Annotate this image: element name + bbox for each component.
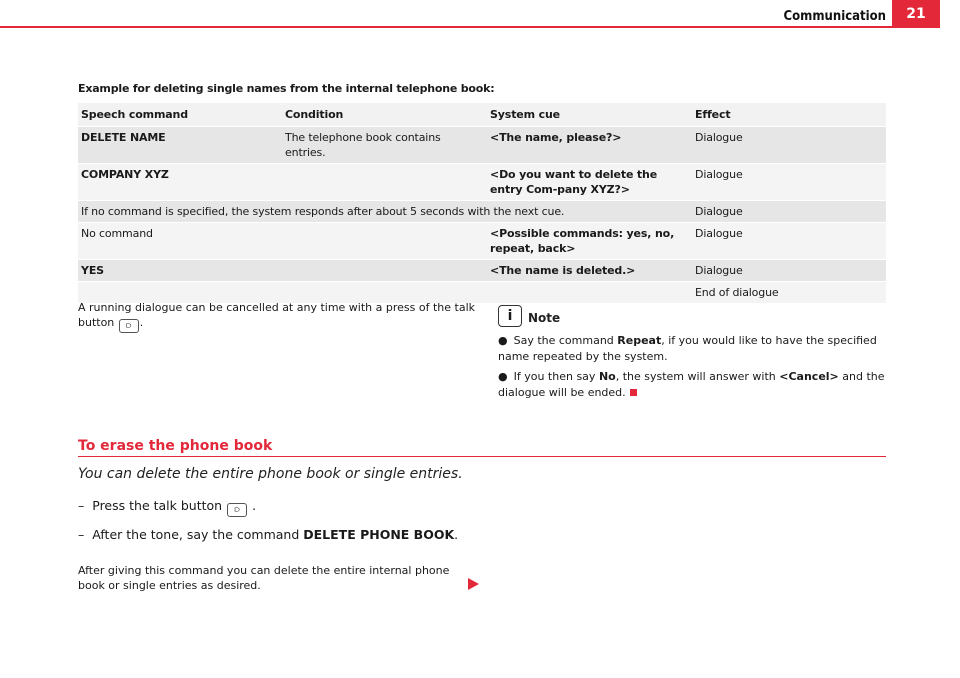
step-dash: – [78, 527, 85, 542]
system-cue-cell [487, 281, 692, 303]
table-row [78, 126, 886, 163]
system-cue-cell: <Do you want to delete the entry Com-pany XYZ?> [487, 163, 692, 200]
note-header [498, 305, 888, 327]
effect-cell: Dialogue [692, 126, 886, 163]
speech-command-cell: COMPANY XYZ [78, 163, 282, 200]
talk-button-icon: ⫐ [119, 319, 139, 333]
condition-cell [282, 259, 487, 281]
speech-command-table [78, 103, 886, 303]
note-text: , if you would like to have the specified name repeated by the system. [498, 334, 877, 363]
chapter-title: Communication [783, 9, 886, 24]
condition-cell [282, 163, 487, 200]
speech-command-cell: DELETE NAME [78, 126, 282, 163]
note-text: If you then say [513, 370, 596, 383]
column-header: Condition [282, 103, 487, 126]
note-text: and the dialogue will be ended. [498, 370, 885, 399]
step-text: After the tone, say the command [92, 527, 300, 542]
example-heading: Example for deleting single names from the internal telephone book: [78, 82, 495, 95]
speech-command-cell: No command [78, 222, 282, 259]
condition-cell [282, 222, 487, 259]
note-text: , the system will answer with [615, 370, 776, 383]
instruction-step [78, 527, 458, 542]
column-header: System cue [487, 103, 692, 126]
condition-cell: The telephone book contains entries. [282, 126, 487, 163]
section-rule [78, 456, 886, 457]
table-header-row [78, 103, 886, 126]
table-row [78, 163, 886, 200]
effect-cell: Dialogue [692, 259, 886, 281]
table-row [78, 222, 886, 259]
paragraph-text: A running dialogue can be cancelled at any time with a press of the talk button [78, 301, 475, 329]
step-text: . [252, 498, 257, 513]
timeout-note-cell: If no command is specified, the system responds after about 5 seconds with the next cue. [78, 200, 692, 222]
header-rule [0, 26, 940, 28]
after-command-paragraph: After giving this command you can delete the entire internal phone book or single entries as desired. [78, 564, 450, 592]
note-keyword: No [598, 370, 616, 383]
note-box [498, 305, 888, 405]
step-command: DELETE PHONE BOOK [303, 527, 455, 542]
table-row [78, 259, 886, 281]
section-title: To erase the phone book [78, 438, 273, 454]
note-text: Say the command [513, 334, 614, 347]
system-cue-cell: <The name, please?> [487, 126, 692, 163]
section-intro: You can delete the entire phone book or single entries. [78, 466, 463, 482]
note-keyword: Repeat [617, 334, 662, 347]
note-item [498, 369, 888, 401]
effect-cell: Dialogue [692, 163, 886, 200]
note-icon: i [498, 305, 522, 327]
instruction-step [78, 498, 256, 517]
step-text: Press the talk button [92, 498, 223, 513]
step-dash: – [78, 498, 85, 513]
system-cue-cell: <Possible commands: yes, no, repeat, back> [487, 222, 692, 259]
speech-command-cell: YES [78, 259, 282, 281]
cancel-dialogue-paragraph [78, 300, 478, 333]
continue-arrow-icon [468, 578, 479, 590]
end-of-section-icon [630, 389, 637, 396]
talk-button-icon: ⫐ [227, 503, 247, 517]
note-keyword: <Cancel> [779, 370, 839, 383]
table-row [78, 200, 886, 222]
step-text: . [454, 527, 459, 542]
bullet-icon: ● [498, 334, 508, 347]
note-item [498, 333, 888, 365]
effect-cell: Dialogue [692, 222, 886, 259]
column-header: Effect [692, 103, 886, 126]
column-header: Speech command [78, 103, 282, 126]
paragraph-text: . [139, 316, 144, 329]
system-cue-cell: <The name is deleted.> [487, 259, 692, 281]
effect-cell: Dialogue [692, 200, 886, 222]
note-title: Note [528, 311, 561, 325]
effect-cell: End of dialogue [692, 281, 886, 303]
page-number: 21 [892, 0, 940, 28]
bullet-icon: ● [498, 370, 508, 383]
